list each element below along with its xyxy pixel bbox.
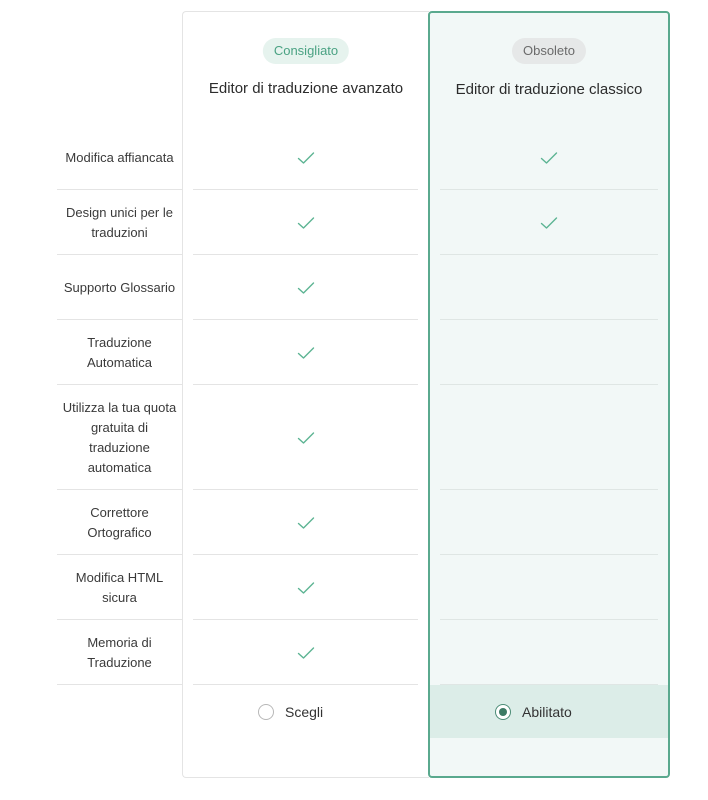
checkmark-icon (297, 516, 315, 530)
row-divider (193, 319, 418, 320)
advanced-editor-column (182, 11, 429, 778)
checkmark-icon (297, 281, 315, 295)
feature-label: Utilizza la tua quota gratuita di traduzione automatica (62, 399, 177, 475)
row-divider (440, 489, 658, 490)
row-divider (440, 684, 658, 685)
enabled-classic-option[interactable] (495, 704, 572, 720)
feature-label: Design unici per le traduzioni (66, 204, 173, 240)
feature-label: Memoria di Traduzione (87, 634, 152, 670)
obsolete-badge: Obsoleto (512, 38, 586, 64)
row-divider (193, 189, 418, 190)
advanced-editor-title: Editor di traduzione avanzato (208, 80, 404, 97)
row-divider (57, 684, 182, 685)
checkmark-icon (297, 216, 315, 230)
classic-editor-column (428, 11, 670, 778)
checkmark-icon (297, 646, 315, 660)
choose-advanced-option[interactable] (258, 704, 323, 720)
classic-radio[interactable] (495, 704, 511, 720)
checkmark-icon (297, 581, 315, 595)
row-divider (440, 254, 658, 255)
row-divider (193, 619, 418, 620)
row-divider (193, 384, 418, 385)
row-divider (193, 254, 418, 255)
checkmark-icon (297, 151, 315, 165)
feature-label: Correttore Ortografico (87, 504, 152, 540)
checkmark-icon (297, 431, 315, 445)
row-divider (440, 619, 658, 620)
row-divider (193, 554, 418, 555)
row-divider (440, 384, 658, 385)
row-divider (440, 554, 658, 555)
recommended-badge: Consigliato (263, 38, 349, 64)
row-divider (440, 189, 658, 190)
feature-label: Modifica HTML sicura (75, 569, 164, 605)
feature-label: Modifica affiancata (65, 149, 174, 165)
feature-label: Traduzione Automatica (86, 334, 153, 370)
classic-editor-title: Editor di traduzione classico (455, 81, 643, 98)
feature-label: Supporto Glossario (63, 279, 176, 295)
checkmark-icon (540, 151, 558, 165)
row-divider (193, 684, 418, 685)
enabled-classic-label: Abilitato (522, 704, 572, 720)
choose-advanced-label: Scegli (285, 704, 324, 720)
row-divider (193, 489, 418, 490)
checkmark-icon (540, 216, 558, 230)
checkmark-icon (297, 346, 315, 360)
advanced-radio[interactable] (258, 704, 274, 720)
row-divider (440, 319, 658, 320)
